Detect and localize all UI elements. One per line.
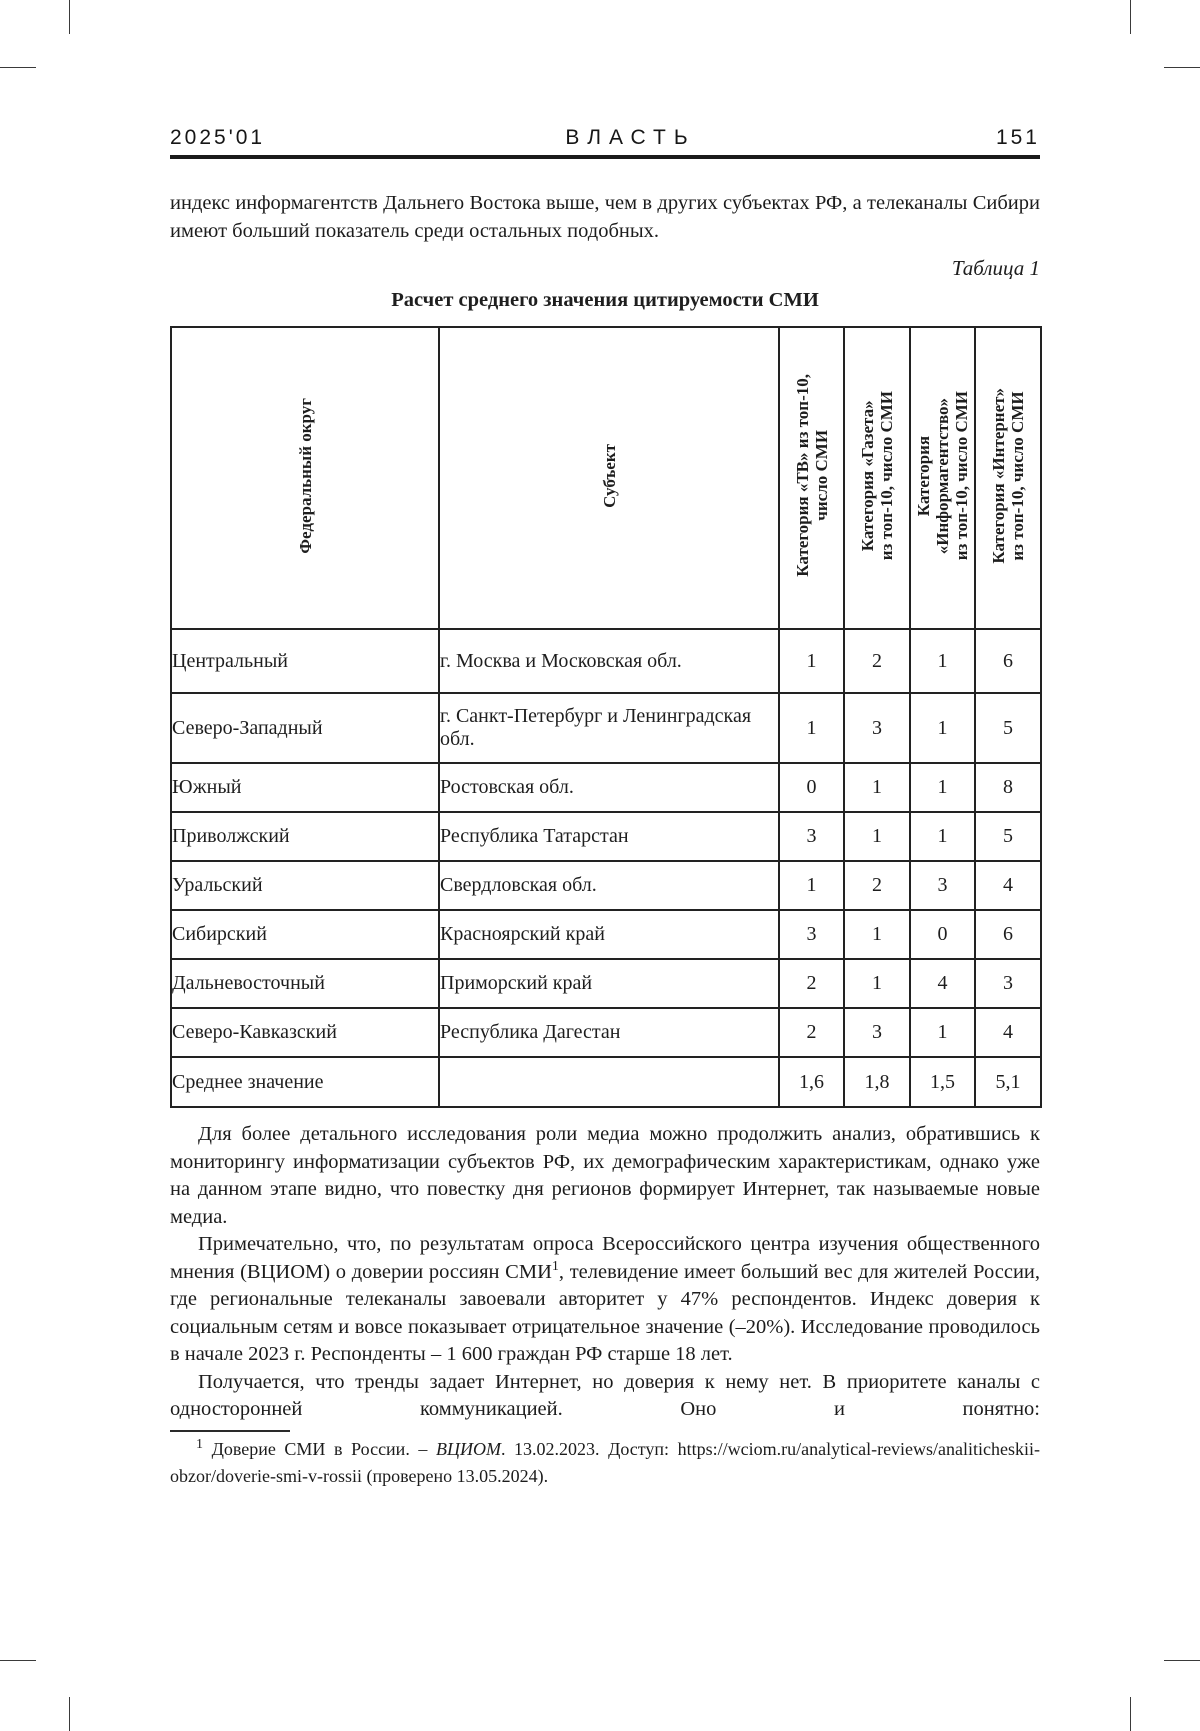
crop-mark-bottom-right-horizontal bbox=[1164, 1660, 1200, 1661]
page-number: 151 bbox=[995, 126, 1040, 149]
cell-value: 2 bbox=[844, 629, 910, 693]
footnote-source: Доверие СМИ в России. – bbox=[211, 1438, 436, 1459]
footnote-marker: 1 bbox=[196, 1436, 203, 1452]
journal-title: ВЛАСТЬ bbox=[565, 126, 696, 149]
cell-federal-district: Северо-Западный bbox=[171, 693, 439, 763]
cell-value: 1,6 bbox=[779, 1057, 844, 1107]
cell-value: 2 bbox=[844, 861, 910, 910]
cell-subject: Республика Татарстан bbox=[439, 812, 779, 861]
cell-federal-district: Приволжский bbox=[171, 812, 439, 861]
paragraph-analysis: Для более детального исследования роли медиа можно продолжить анализ, обратившись к мониторингу информатизации субъектов РФ, их демографическим характеристикам, однако уже на данном этапе видно, что повестку дня регионов формирует Интернет, так называемые новые медиа. bbox=[170, 1123, 1040, 1228]
cell-value: 6 bbox=[975, 910, 1041, 959]
cell-value: 1 bbox=[844, 812, 910, 861]
cell-value: 4 bbox=[975, 1008, 1041, 1057]
footnote bbox=[170, 1436, 1040, 1490]
vciom-text-end: , телевидение имеет больший вес для жителей России, где региональные телеканалы завоевали авторитет у 47% респондентов. Индекс доверия к социальным сетям и вовсе показывает отрицательное значение (–20%). Исследование проводилось в начале 2023 г. Респонденты – 1 600 граждан РФ старше 18 лет. bbox=[170, 1260, 1041, 1365]
cell-value: 1 bbox=[910, 693, 975, 763]
crop-mark-bottom-left-vertical bbox=[69, 1697, 70, 1731]
cell-value: 1 bbox=[779, 629, 844, 693]
cell-value: 3 bbox=[779, 812, 844, 861]
page-content bbox=[170, 126, 1040, 1490]
cell-value: 3 bbox=[779, 910, 844, 959]
cell-federal-district: Дальневосточный bbox=[171, 959, 439, 1008]
cell-federal-district: Южный bbox=[171, 763, 439, 812]
cell-value: 1 bbox=[910, 1008, 975, 1057]
cell-value: 5 bbox=[975, 812, 1041, 861]
table-row bbox=[171, 629, 1041, 693]
cell-subject: Республика Дагестан bbox=[439, 1008, 779, 1057]
cell-subject: Приморский край bbox=[439, 959, 779, 1008]
cell-value: 8 bbox=[975, 763, 1041, 812]
vciom-text-start: Примечательно, что, по результатам опроса Всероссийского центра изучения общественного мнения (ВЦИОМ) о доверии россиян СМИ bbox=[170, 1233, 1040, 1283]
crop-mark-bottom-left-horizontal bbox=[0, 1660, 36, 1661]
column-header-5 bbox=[975, 327, 1041, 629]
column-header-0 bbox=[171, 327, 439, 629]
footnote-access: . 13.02.2023. Доступ: https://wciom.ru/analytical-reviews/analiticheskii-obzor/doverie-smi-v-rossii (проверено 13.05.2024). bbox=[170, 1438, 1041, 1486]
column-header-text: Субъект bbox=[599, 443, 619, 508]
cell-value: 3 bbox=[910, 861, 975, 910]
table-row bbox=[171, 1008, 1041, 1057]
cell-value: 3 bbox=[844, 693, 910, 763]
cell-federal-district: Сибирский bbox=[171, 910, 439, 959]
column-header-2 bbox=[779, 327, 844, 629]
cell-value: 4 bbox=[910, 959, 975, 1008]
cell-value: 5 bbox=[975, 693, 1041, 763]
cell-subject: г. Санкт-Петербург и Ленинградская обл. bbox=[439, 693, 779, 763]
cell-value: 0 bbox=[779, 763, 844, 812]
cell-subject: Свердловская обл. bbox=[439, 861, 779, 910]
cell-value: 1 bbox=[844, 910, 910, 959]
cell-value: 3 bbox=[975, 959, 1041, 1008]
cell-subject: Ростовская обл. bbox=[439, 763, 779, 812]
table-row bbox=[171, 861, 1041, 910]
cell-value: 2 bbox=[779, 959, 844, 1008]
cell-value: 1 bbox=[844, 763, 910, 812]
column-header-1 bbox=[439, 327, 779, 629]
cell-federal-district: Центральный bbox=[171, 629, 439, 693]
table-row bbox=[171, 812, 1041, 861]
cell-value: 1 bbox=[910, 629, 975, 693]
table-row bbox=[171, 763, 1041, 812]
footnote-rule bbox=[170, 1430, 290, 1432]
cell-value: 1 bbox=[910, 763, 975, 812]
crop-mark-top-left-horizontal bbox=[0, 67, 36, 68]
footnote-source-italic: ВЦИОМ bbox=[435, 1438, 501, 1459]
cell-subject: Красноярский край bbox=[439, 910, 779, 959]
column-header-text: Федеральный округ bbox=[295, 397, 315, 554]
cell-value: 3 bbox=[844, 1008, 910, 1057]
table-row bbox=[171, 910, 1041, 959]
header-rule bbox=[170, 155, 1040, 159]
media-citation-table bbox=[170, 326, 1042, 1108]
crop-mark-top-left-vertical bbox=[69, 0, 70, 34]
cell-value: 2 bbox=[779, 1008, 844, 1057]
intro-paragraph: индекс информагентств Дальнего Востока выше, чем в других субъектах РФ, а телеканалы Сибири имеют больший показатель среди остальных подобных. bbox=[170, 192, 1040, 242]
cell-value: 4 bbox=[975, 861, 1041, 910]
cell-value: 1 bbox=[779, 693, 844, 763]
crop-mark-top-right-vertical bbox=[1130, 0, 1131, 34]
column-header-text: Категория «Информагентство» из топ-10, число СМИ bbox=[914, 390, 971, 561]
footnote-reference: 1 bbox=[551, 1258, 559, 1274]
table-row bbox=[171, 693, 1041, 763]
cell-value: 1,5 bbox=[910, 1057, 975, 1107]
issue-label: 2025'01 bbox=[170, 126, 266, 149]
cell-subject: г. Москва и Московская обл. bbox=[439, 629, 779, 693]
table-row bbox=[171, 959, 1041, 1008]
column-header-text: Категория «Газета» из топ-10, число СМИ bbox=[858, 390, 896, 561]
cell-value: 1,8 bbox=[844, 1057, 910, 1107]
table-caption: Расчет среднего значения цитируемости СМИ bbox=[391, 289, 819, 311]
cell-federal-district: Среднее значение bbox=[171, 1057, 439, 1107]
crop-mark-bottom-right-vertical bbox=[1130, 1697, 1131, 1731]
column-header-text: Категория «Интернет» из топ-10, число СМИ bbox=[989, 387, 1027, 564]
crop-mark-top-right-horizontal bbox=[1164, 67, 1200, 68]
paragraph-conclusion: Получается, что тренды задает Интернет, но доверия к нему нет. В приоритете каналы с односторонней коммуникацией. Оно и понятно: bbox=[170, 1370, 1040, 1420]
table-header-row bbox=[171, 327, 1041, 629]
table-label: Таблица 1 bbox=[951, 256, 1040, 280]
paragraph-vciom bbox=[170, 1231, 1040, 1369]
cell-value: 1 bbox=[844, 959, 910, 1008]
column-header-3 bbox=[844, 327, 910, 629]
cell-value: 0 bbox=[910, 910, 975, 959]
running-head bbox=[170, 126, 1040, 150]
column-header-4 bbox=[910, 327, 975, 629]
cell-value: 6 bbox=[975, 629, 1041, 693]
table-row bbox=[171, 1057, 1041, 1107]
cell-subject bbox=[439, 1057, 779, 1107]
cell-value: 5,1 bbox=[975, 1057, 1041, 1107]
cell-federal-district: Уральский bbox=[171, 861, 439, 910]
cell-federal-district: Северо-Кавказский bbox=[171, 1008, 439, 1057]
cell-value: 1 bbox=[910, 812, 975, 861]
cell-value: 1 bbox=[779, 861, 844, 910]
column-header-text: Категория «ТВ» из топ-10, число СМИ bbox=[792, 374, 831, 577]
